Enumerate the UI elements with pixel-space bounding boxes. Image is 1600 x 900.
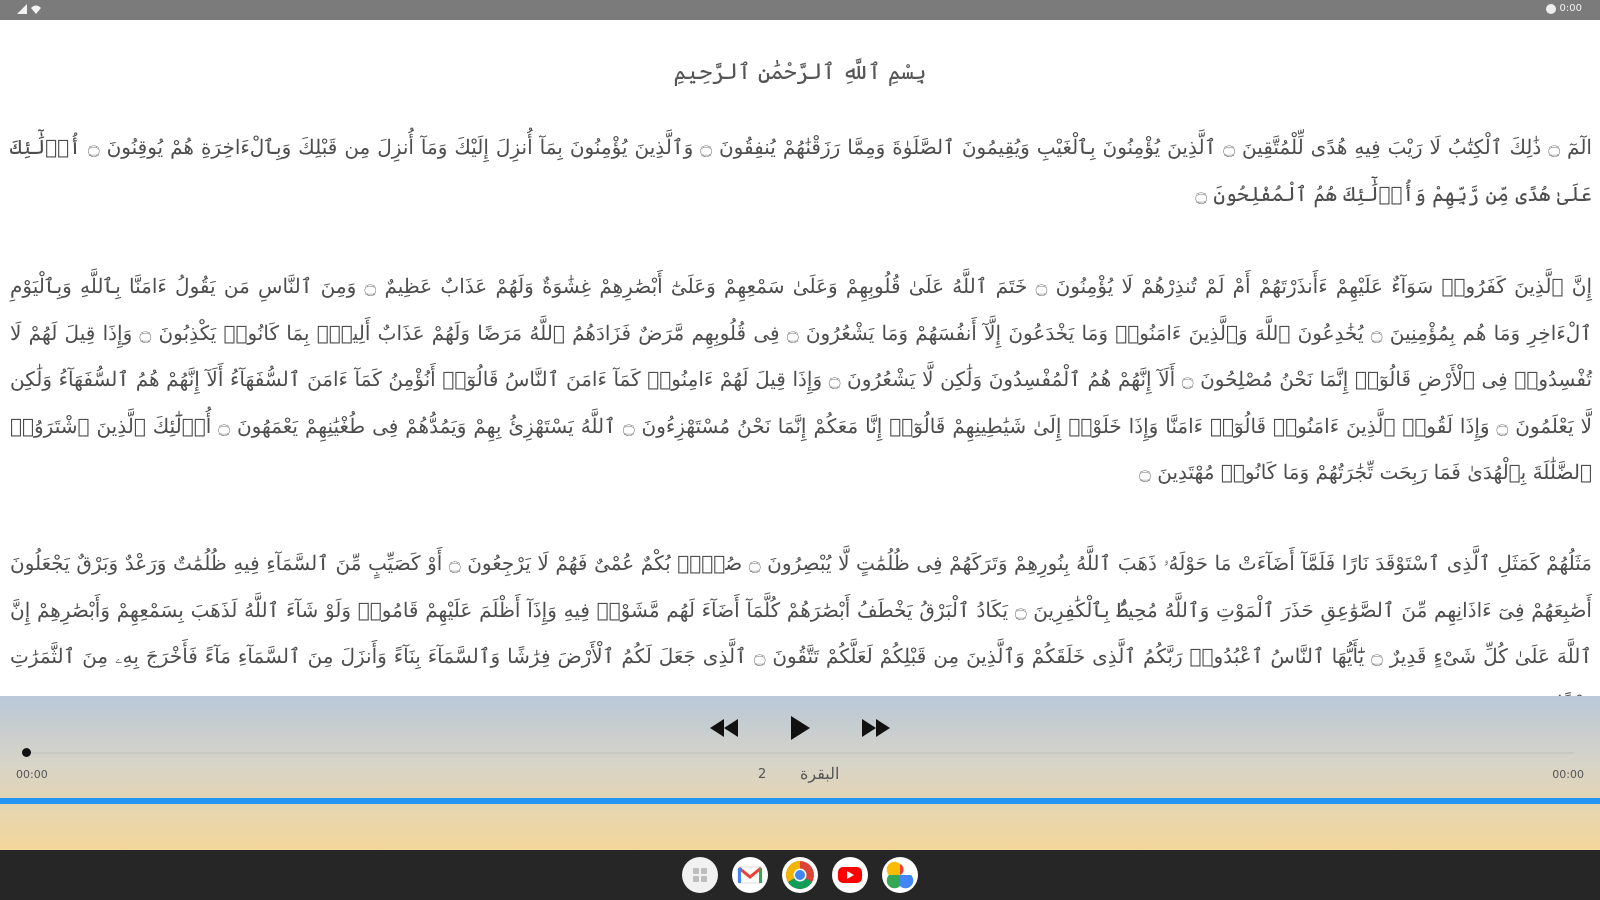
photos-button[interactable] [882, 857, 918, 893]
verse-paragraph[interactable]: إِنَّ ٱلَّذِينَ كَفَرُوا۟ سَوَآءٌ عَلَيْهِمْ ءَأَنذَرْتَهُمْ أَمْ لَمْ تُنذِرْهُمْ لَا يُؤْمِنُونَ ۝ خَتَمَ ٱللَّهُ عَلَىٰ قُلُوبِهِمْ وَعَلَىٰ سَمْعِهِمْ وَعَلَىٰٓ أَبْصَٰرِهِمْ غِشَٰوَةٌ وَلَهُمْ عَذَابٌ عَظِيمٌ ۝ وَمِنَ ٱلنَّاسِ مَن يَقُولُ ءَامَنَّا بِٱللَّهِ وَبِٱلْيَوْمِ ٱلْءَاخِرِ وَمَا هُم بِمُؤْمِنِينَ ۝ يُخَٰدِعُونَ ٱللَّهَ وَٱلَّذِينَ ءَامَنُوا۟ وَمَا يَخْدَعُونَ إِلَّآ أَنفُسَهُمْ وَمَا يَشْعُرُونَ ۝ فِى قُلُوبِهِم مَّرَضٌ فَزَادَهُمُ ٱللَّهُ مَرَضًا وَلَهُمْ عَذَابٌ أَلِيمٌۢ بِمَا كَانُوا۟ يَكْذِبُونَ ۝ وَإِذَا قِيلَ لَهُمْ لَا تُفْسِدُوا۟ فِى ٱلْأَرْضِ قَالُوٓا۟ إِنَّمَا نَحْنُ مُصْلِحُونَ ۝ أَلَآ إِنَّهُمْ هُمُ ٱلْمُفْسِدُونَ وَلَٰكِن لَّا يَشْعُرُونَ ۝ وَإِذَا قِيلَ لَهُمْ ءَامِنُوا۟ كَمَآ ءَامَنَ ٱلنَّاسُ قَالُوٓا۟ أَنُؤْمِنُ كَمَآ ءَامَنَ ٱلسُّفَهَآءُ أَلَآ إِنَّهُمْ هُمُ ٱلسُّفَهَآءُ وَلَٰكِن لَّا يَعْلَمُونَ ۝ وَإِذَا لَقُوا۟ ٱلَّذِينَ ءَامَنُوا۟ قَالُوٓا۟ ءَامَنَّا وَإِذَا خَلَوْا۟ إِلَىٰ شَيَٰطِينِهِمْ قَالُوٓا۟ إِنَّا مَعَكُمْ إِنَّمَا نَحْنُ مُسْتَهْزِءُونَ ۝ ٱللَّهُ يَسْتَهْزِئُ بِهِمْ وَيَمُدُّهُمْ فِى طُغْيَٰنِهِمْ يَعْمَهُونَ ۝ أُو۟لَٰٓئِكَ ٱلَّذِينَ ٱشْتَرَوُا۟ ٱلضَّلَٰلَةَ بِٱلْهُدَىٰ فَمَا رَبِحَت تِّجَٰرَتُهُمْ وَمَا كَانُوا۟ مُهْتَدِينَ ۝ [10, 274, 1593, 484]
chrome-icon [785, 860, 815, 890]
chrome-button[interactable] [782, 857, 818, 893]
gmail-button[interactable] [732, 857, 768, 893]
photos-icon [886, 861, 914, 889]
launcher-icon [691, 866, 709, 884]
surah-name: البقرة [800, 764, 840, 783]
status-time: 0:00 [1559, 3, 1582, 14]
accent-bar [0, 798, 1600, 804]
gmail-icon [737, 865, 763, 885]
wifi-icon [30, 3, 42, 15]
taskbar [0, 850, 1600, 900]
fast-forward-icon [860, 717, 892, 739]
seek-handle[interactable] [22, 748, 31, 757]
rewind-icon [708, 717, 740, 739]
verse-paragraph[interactable]: مَثَلُهُمْ كَمَثَلِ ٱلَّذِى ٱسْتَوْقَدَ نَارًا فَلَمَّآ أَضَآءَتْ مَا حَوْلَهُۥ ذَهَبَ ٱللَّهُ بِنُورِهِمْ وَتَرَكَهُمْ فِى ظُلُمَٰتٍ لَّا يُبْصِرُونَ ۝ صُمٌّۢ بُكْمٌ عُمْىٌ فَهُمْ لَا يَرْجِعُونَ ۝ أَوْ كَصَيِّبٍ مِّنَ ٱلسَّمَآءِ فِيهِ ظُلُمَٰتٌ وَرَعْدٌ وَبَرْقٌ يَجْعَلُونَ أَصَٰبِعَهُمْ فِىٓ ءَاذَانِهِم مِّنَ ٱلصَّوَٰعِقِ حَذَرَ ٱلْمَوْتِ وَٱللَّهُ مُحِيطٌۢ بِٱلْكَٰفِرِينَ ۝ يَكَادُ ٱلْبَرْقُ يَخْطَفُ أَبْصَٰرَهُمْ كُلَّمَآ أَضَآءَ لَهُم مَّشَوْا۟ فِيهِ وَإِذَآ أَظْلَمَ عَلَيْهِمْ قَامُوا۟ وَلَوْ شَآءَ ٱللَّهُ لَذَهَبَ بِسَمْعِهِمْ وَأَبْصَٰرِهِمْ إِنَّ ٱللَّهَ عَلَىٰ كُلِّ شَىْءٍ قَدِيرٌ ۝ يَٰٓأَيُّهَا ٱلنَّاسُ ٱعْبُدُوا۟ رَبَّكُمُ ٱلَّذِى خَلَقَكُمْ وَٱلَّذِينَ مِن قَبْلِكُمْ لَعَلَّكُمْ تَتَّقُونَ ۝ ٱلَّذِى جَعَلَ لَكُمُ ٱلْأَرْضَ فِرَٰشًا وَٱلسَّمَآءَ بِنَآءً وَأَنزَلَ مِنَ ٱلسَّمَآءِ مَآءً فَأَخْرَجَ بِهِۦ مِنَ ٱلثَّمَرَٰتِ [10, 551, 1593, 668]
status-bar [0, 0, 1600, 20]
audio-player [0, 696, 1600, 850]
fast-forward-button[interactable] [858, 710, 894, 746]
total-time: 00:00 [1552, 768, 1584, 781]
status-left [16, 3, 42, 15]
elapsed-time: 00:00 [16, 768, 48, 781]
basmala-heading: بِسْمِ ٱللَّهِ ٱلرَّحْمَٰنِ ٱلرَّحِيمِ [673, 60, 927, 85]
verse-paragraph[interactable]: الٓمٓ ۝ ذَٰلِكَ ٱلْكِتَٰبُ لَا رَيْبَ فِيهِ هُدًى لِّلْمُتَّقِينَ ۝ ٱلَّذِينَ يُؤْمِنُونَ بِٱلْغَيْبِ وَيُقِيمُونَ ٱلصَّلَوٰةَ وَمِمَّا رَزَقْنَٰهُمْ يُنفِقُونَ ۝ وَٱلَّذِينَ يُؤْمِنُونَ بِمَآ أُنزِلَ إِلَيْكَ وَمَآ أُنزِلَ مِن قَبْلِكَ وَبِٱلْءَاخِرَةِ هُمْ يُوقِنُونَ ۝ أُو۟لَٰٓئِكَ عَلَىٰ هُدًى مِّن رَّبِّهِمْ وَأُو۟لَٰٓئِكَ هُمُ ٱلْمُفْلِحُونَ ۝ [10, 135, 1592, 206]
youtube-button[interactable] [832, 857, 868, 893]
play-icon [789, 715, 811, 741]
seek-bar[interactable] [26, 752, 1574, 754]
clock-icon [1546, 4, 1556, 14]
launcher-button[interactable] [682, 857, 718, 893]
play-button[interactable] [782, 710, 818, 746]
quran-text-view[interactable] [0, 20, 1600, 696]
youtube-icon [837, 865, 863, 885]
rewind-button[interactable] [706, 710, 742, 746]
player-controls [0, 710, 1600, 746]
signal-icon [16, 3, 28, 15]
track-number: 2 [758, 767, 767, 782]
status-right[interactable] [1546, 3, 1582, 14]
